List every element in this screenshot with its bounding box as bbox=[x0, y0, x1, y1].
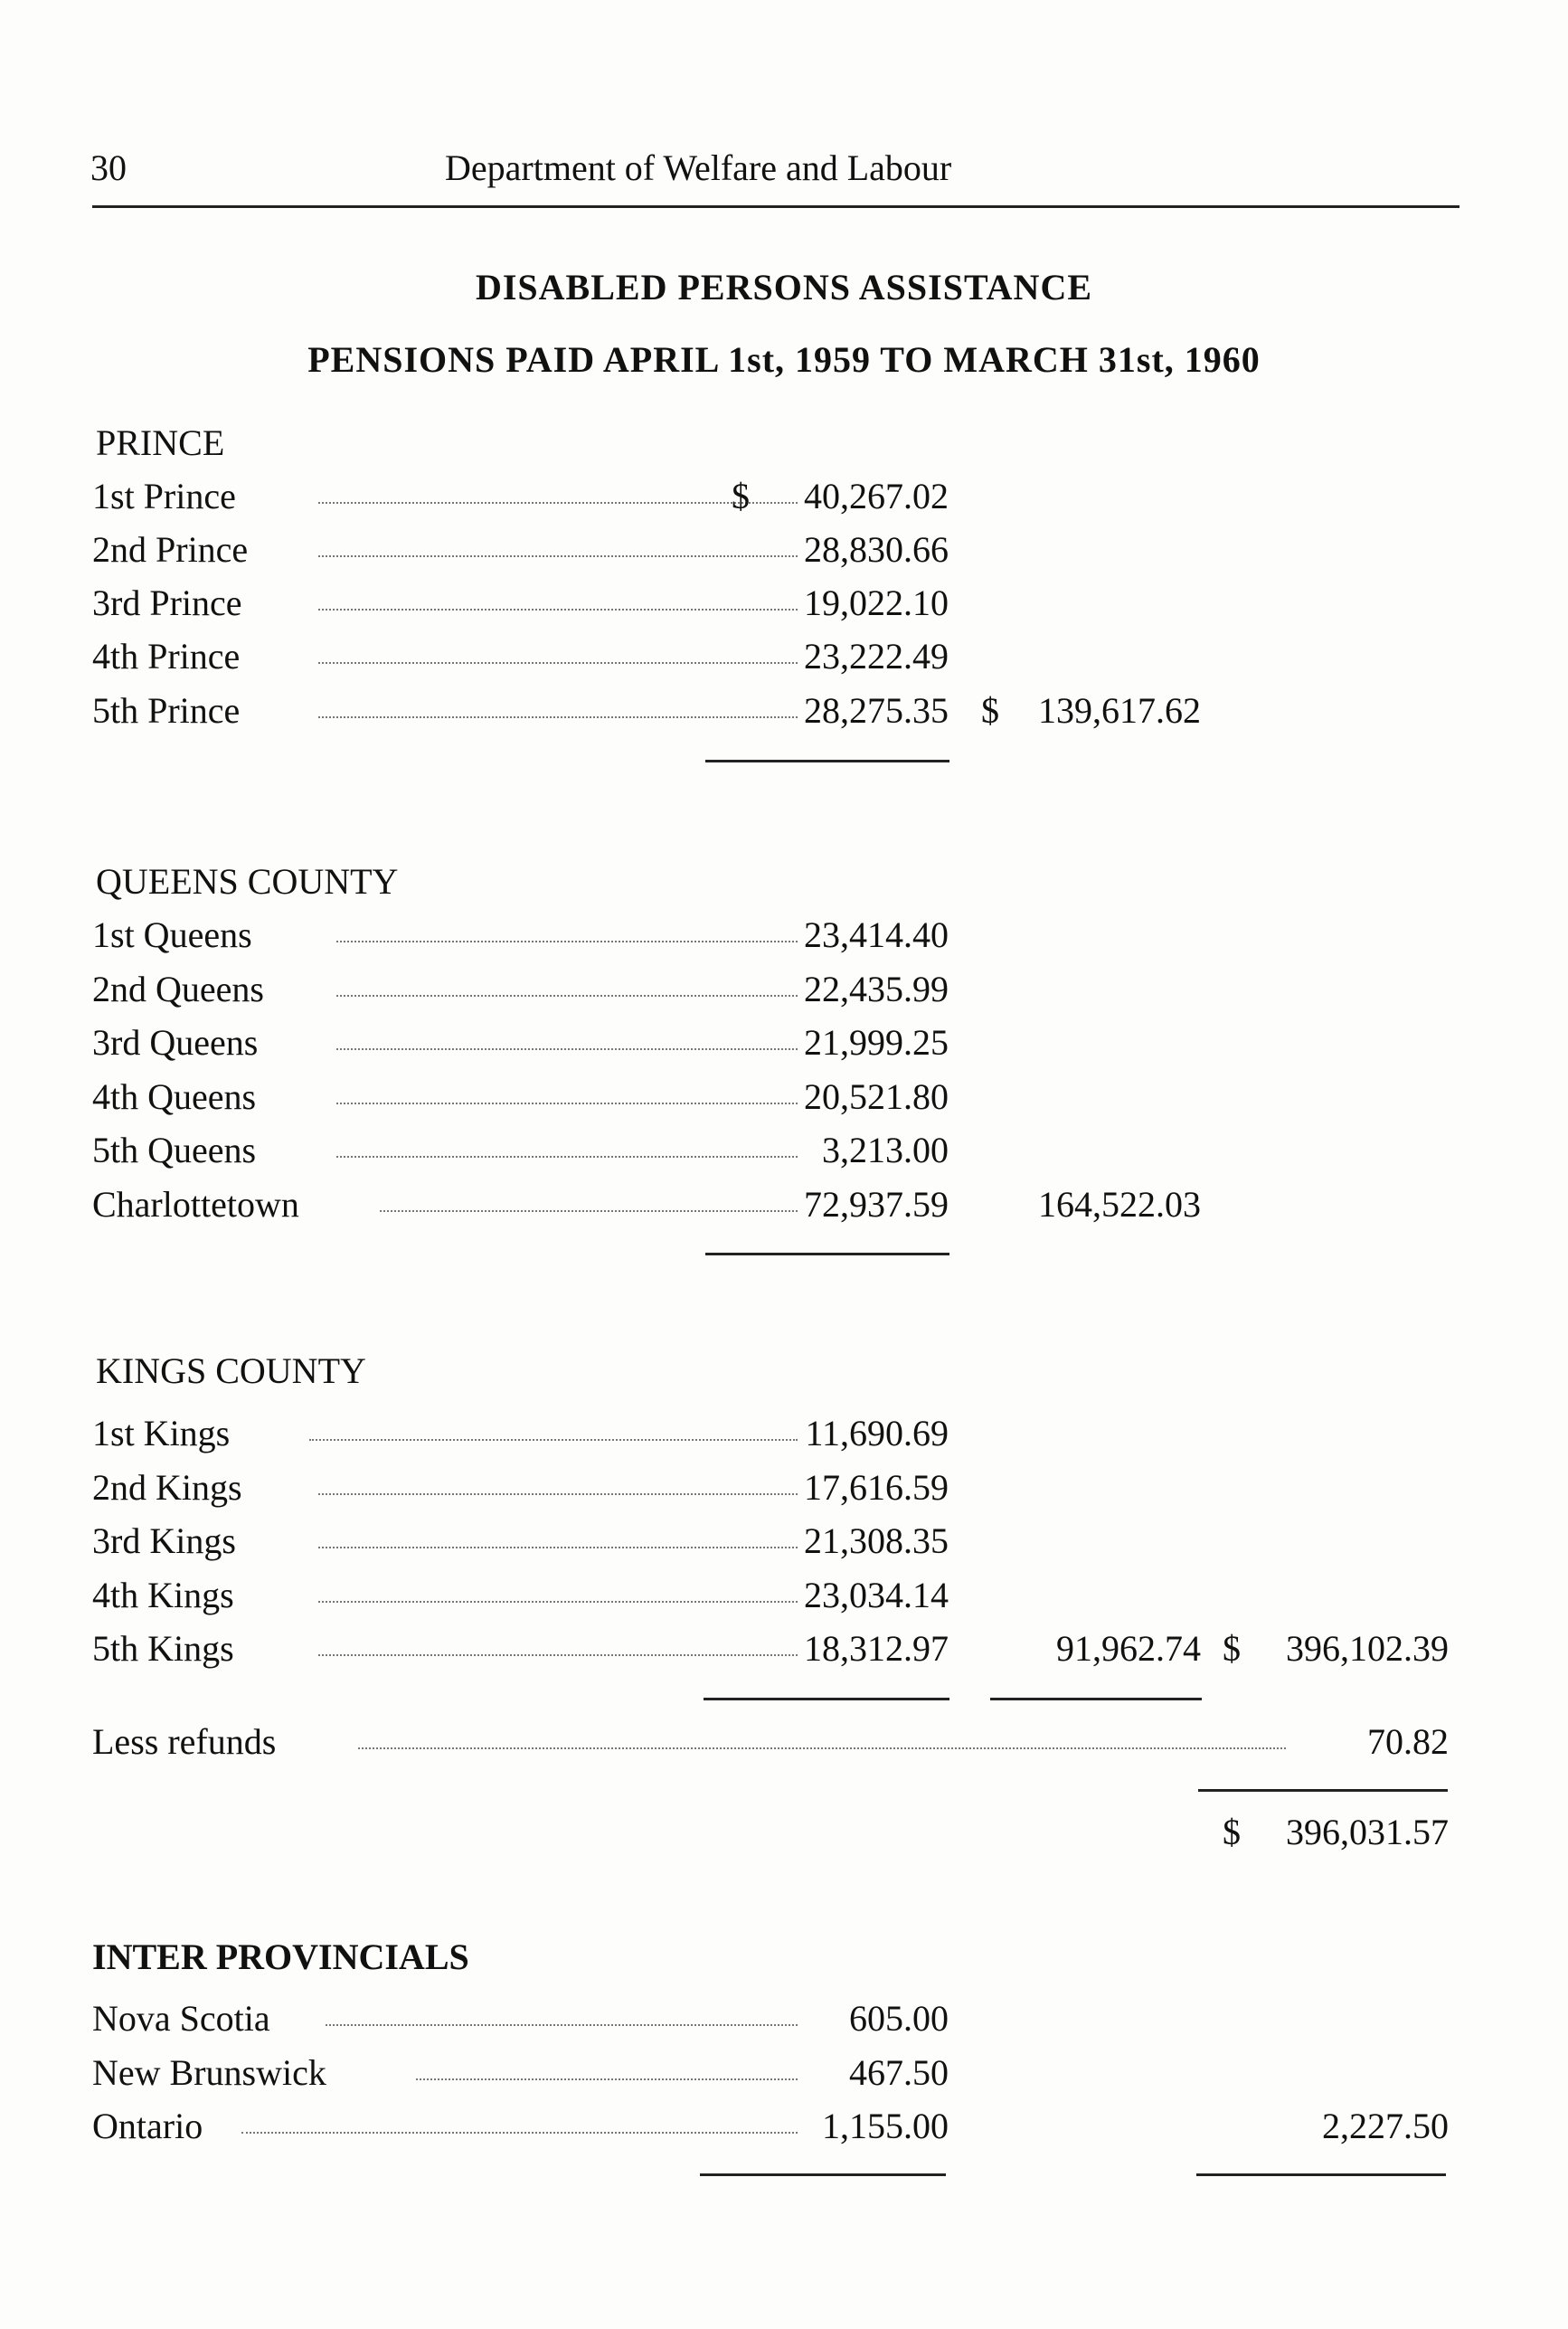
row-amount: 72,937.59 bbox=[804, 1184, 949, 1225]
row-label: Nova Scotia bbox=[92, 1998, 270, 2039]
subtotal-rule bbox=[990, 1698, 1202, 1700]
net-total-amount: 396,031.57 bbox=[1286, 1812, 1449, 1852]
table-row bbox=[92, 1183, 1449, 1228]
page-subtitle: PENSIONS PAID APRIL 1st, 1959 TO MARCH 31st, 1960 bbox=[307, 339, 1261, 380]
row-amount: 467.50 bbox=[849, 2052, 949, 2093]
refund-amount: 70.82 bbox=[1367, 1721, 1449, 1762]
currency-symbol: $ bbox=[1223, 1628, 1241, 1669]
row-amount: 20,521.80 bbox=[804, 1076, 949, 1117]
row-label: 1st Queens bbox=[92, 914, 252, 955]
row-amount: 21,308.35 bbox=[804, 1520, 949, 1561]
row-label: 2nd Queens bbox=[92, 969, 264, 1009]
row-label: 5th Prince bbox=[92, 690, 241, 731]
row-label: 2nd Prince bbox=[92, 529, 249, 570]
currency-symbol: $ bbox=[732, 476, 750, 516]
leader-dots bbox=[318, 1654, 798, 1656]
row-label: 4th Prince bbox=[92, 636, 241, 677]
section-heading-inter-provincials: INTER PROVINCIALS bbox=[92, 1936, 469, 1977]
leader-dots bbox=[336, 1156, 798, 1158]
table-row bbox=[92, 1520, 1449, 1565]
row-amount: 22,435.99 bbox=[804, 969, 949, 1009]
table-row bbox=[92, 582, 1449, 627]
row-amount: 21,999.25 bbox=[804, 1022, 949, 1063]
row-label: 1st Prince bbox=[92, 476, 236, 516]
table-row bbox=[92, 1021, 1449, 1066]
leader-dots bbox=[416, 2078, 798, 2080]
table-row bbox=[92, 1997, 1449, 2042]
leader-dots bbox=[318, 1493, 798, 1495]
table-row bbox=[92, 1720, 1449, 1766]
row-label: 3rd Prince bbox=[92, 582, 242, 623]
row-label: 3rd Kings bbox=[92, 1520, 236, 1561]
total-rule bbox=[1198, 1789, 1448, 1792]
section-heading-kings: KINGS COUNTY bbox=[96, 1350, 366, 1391]
row-amount: 23,034.14 bbox=[804, 1575, 949, 1615]
subtotal-rule bbox=[700, 2173, 946, 2176]
leader-dots bbox=[336, 1048, 798, 1050]
table-row bbox=[92, 2105, 1449, 2150]
page-title: DISABLED PERSONS ASSISTANCE bbox=[475, 267, 1093, 308]
row-label: Less refunds bbox=[92, 1721, 277, 1762]
row-label: 3rd Queens bbox=[92, 1022, 259, 1063]
subtotal-rule bbox=[705, 760, 949, 762]
row-amount: 605.00 bbox=[849, 1998, 949, 2039]
leader-dots bbox=[336, 995, 798, 997]
leader-dots bbox=[318, 502, 798, 504]
page-number: 30 bbox=[90, 147, 127, 188]
row-label: 1st Kings bbox=[92, 1413, 231, 1453]
table-row bbox=[92, 528, 1449, 573]
table-row bbox=[92, 1075, 1449, 1121]
row-amount: 28,830.66 bbox=[804, 529, 949, 570]
row-label: 4th Queens bbox=[92, 1076, 257, 1117]
row-amount: 17,616.59 bbox=[804, 1467, 949, 1508]
leader-dots bbox=[318, 662, 798, 664]
row-amount: 23,414.40 bbox=[804, 914, 949, 955]
leader-dots bbox=[318, 1547, 798, 1548]
row-label: 2nd Kings bbox=[92, 1467, 242, 1508]
row-amount: 1,155.00 bbox=[822, 2106, 949, 2146]
total-rule bbox=[1196, 2173, 1446, 2176]
row-amount: 11,690.69 bbox=[805, 1413, 949, 1453]
row-amount: 18,312.97 bbox=[804, 1628, 949, 1669]
table-row bbox=[92, 1627, 1449, 1672]
currency-symbol: $ bbox=[1223, 1812, 1241, 1852]
row-label: Ontario bbox=[92, 2106, 203, 2146]
table-row bbox=[92, 1574, 1449, 1619]
section-heading-prince: PRINCE bbox=[96, 422, 225, 463]
row-label: 5th Queens bbox=[92, 1130, 257, 1170]
subtotal-rule bbox=[705, 1253, 949, 1255]
leader-dots bbox=[318, 1601, 798, 1603]
leader-dots bbox=[336, 941, 798, 942]
row-amount: 40,267.02 bbox=[804, 476, 949, 516]
leader-dots bbox=[358, 1747, 1286, 1749]
subtotal-rule bbox=[704, 1698, 949, 1700]
row-label: 5th Kings bbox=[92, 1628, 234, 1669]
row-label: New Brunswick bbox=[92, 2052, 326, 2093]
row-amount: 19,022.10 bbox=[804, 582, 949, 623]
leader-dots bbox=[318, 716, 798, 718]
row-label: Charlottetown bbox=[92, 1184, 299, 1225]
table-row bbox=[92, 635, 1449, 680]
net-total-row bbox=[92, 1811, 1449, 1856]
row-amount: 23,222.49 bbox=[804, 636, 949, 677]
grand-total-amount: 396,102.39 bbox=[1286, 1628, 1449, 1669]
leader-dots bbox=[318, 609, 798, 611]
subtotal-amount: 139,617.62 bbox=[1038, 690, 1201, 731]
table-row bbox=[92, 968, 1449, 1013]
table-row bbox=[92, 2051, 1449, 2097]
table-row bbox=[92, 475, 1449, 520]
table-row bbox=[92, 1466, 1449, 1511]
leader-dots bbox=[241, 2132, 798, 2134]
subtotal-amount: 91,962.74 bbox=[1056, 1628, 1201, 1669]
table-row bbox=[92, 1412, 1449, 1457]
subtotal-amount: 164,522.03 bbox=[1038, 1184, 1201, 1225]
currency-symbol: $ bbox=[981, 690, 999, 731]
table-row bbox=[92, 689, 1449, 734]
leader-dots bbox=[318, 555, 798, 557]
header-rule bbox=[92, 205, 1459, 208]
leader-dots bbox=[309, 1439, 798, 1441]
table-row bbox=[92, 1129, 1449, 1174]
row-label: 4th Kings bbox=[92, 1575, 234, 1615]
leader-dots bbox=[336, 1103, 798, 1104]
row-amount: 28,275.35 bbox=[804, 690, 949, 731]
row-amount: 3,213.00 bbox=[822, 1130, 949, 1170]
inter-total-amount: 2,227.50 bbox=[1322, 2106, 1449, 2146]
table-row bbox=[92, 914, 1449, 959]
section-heading-queens: QUEENS COUNTY bbox=[96, 861, 399, 902]
leader-dots bbox=[380, 1210, 798, 1212]
running-title: Department of Welfare and Labour bbox=[445, 147, 952, 188]
leader-dots bbox=[326, 2024, 798, 2026]
